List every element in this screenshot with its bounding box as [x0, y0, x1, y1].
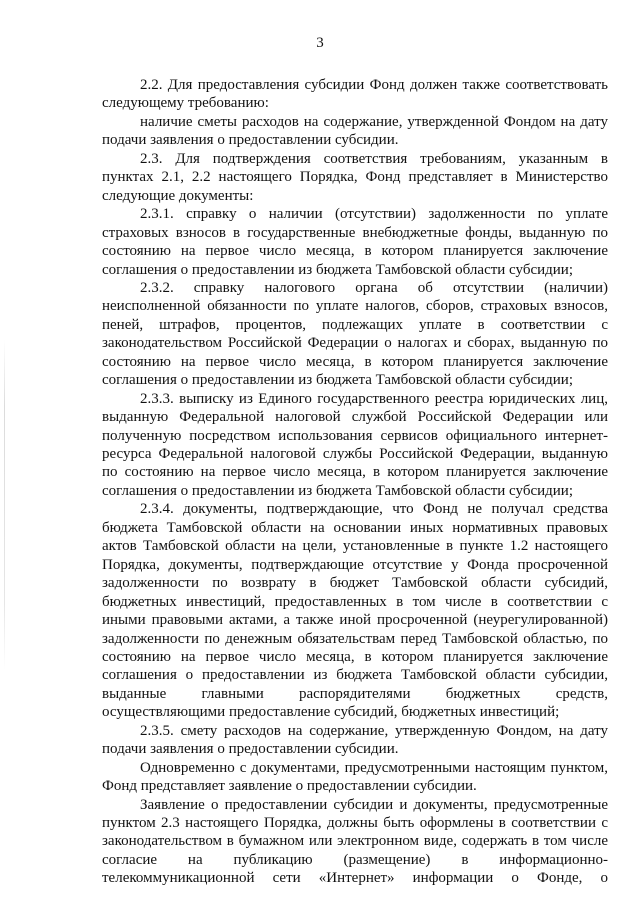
text-line: 2.3.5. смету расходов на содержание, утвержденную Фондом, на дату: [140, 722, 608, 739]
text-line: согласие на публикацию (размещение) в информационно-: [102, 851, 608, 868]
text-line: подачи заявления о предоставлении субсидии.: [102, 741, 399, 758]
text-line: иными правовыми актами, а также иной просроченной (неурегулированной): [102, 612, 608, 629]
text-line: бюджета Тамбовской области на основании иных нормативных правовых: [102, 519, 608, 536]
text-line: выданные главными распорядителями бюджетных средств,: [102, 685, 608, 702]
text-line: соглашения о предоставлении из бюджета Тамбовской области субсидии;: [102, 261, 573, 278]
text-line: Фонд представляет заявление о предоставлении субсидии.: [102, 778, 477, 795]
text-line: состоянию на первое число месяца, в котором планируется заключение: [102, 353, 608, 370]
text-line: соглашения о предоставлении из бюджета Тамбовской области субсидии;: [102, 372, 573, 389]
text-line: задолженности по денежным обязательствам перед Тамбовской областью, по: [102, 630, 608, 647]
text-line: соглашения о предоставлении из бюджета Тамбовской области субсидии,: [102, 667, 608, 684]
text-line: 2.3.2. справку налогового органа об отсутствии (наличии): [140, 279, 608, 296]
text-line: Одновременно с документами, предусмотренными настоящим пунктом,: [140, 759, 608, 776]
text-line: полученную посредством использования сервисов официального интернет-: [102, 427, 608, 444]
text-line: неисполненной обязанности по уплате налогов, сборов, страховых взносов,: [102, 298, 608, 315]
text-line: законодательством в бумажном или электронном виде, содержать в том числе: [102, 833, 608, 850]
text-line: по состоянию на первое число месяца, в котором планируется заключение: [102, 464, 608, 481]
text-line: пунктом 2.3 настоящего Порядка, должны быть оформлены в соответствии с: [102, 815, 608, 831]
text-line: подачи заявления о предоставлении субсидии.: [102, 132, 399, 149]
text-line: 2.3.4. документы, подтверждающие, что Фонд не получал средства: [140, 501, 608, 518]
text-line: телекоммуникационной сети «Интернет» информации о Фонде, о: [102, 870, 608, 887]
text-line: выданную Федеральной налоговой службой Российской Федерации или: [102, 409, 608, 426]
text-line: соглашения о предоставлении из бюджета Тамбовской области субсидии;: [102, 482, 573, 499]
text-line: законодательством Российской Федерации о налогах и сборах, выданную по: [102, 335, 608, 352]
text-line: Заявление о предоставлении субсидии и документы, предусмотренные: [140, 796, 608, 813]
text-line: бюджетных инвестиций, предоставленных в том числе в соответствии с: [102, 593, 608, 610]
text-line: 2.3. Для подтверждения соответствия требованиям, указанным в: [140, 150, 608, 167]
text-line: следующему требованию:: [102, 95, 269, 112]
scan-margin-shadow: [4, 340, 5, 670]
text-line: состоянию на первое число месяца, в котором планируется заключение: [102, 243, 608, 260]
text-line: пунктах 2.1, 2.2 настоящего Порядка, Фонд представляет в Министерство: [102, 169, 608, 186]
text-line: состоянию на первое число месяца, в котором планируется заключение: [102, 648, 608, 665]
text-line: 2.3.3. выписку из Единого государственного реестра юридических лиц,: [140, 390, 608, 407]
text-line: актов Тамбовской области на цели, установленные в пункте 1.2 настоящего: [102, 538, 608, 555]
text-line: 2.3.1. справку о наличии (отсутствии) задолженности по уплате: [140, 206, 608, 223]
text-line: ресурса Федеральной налоговой службы Российской Федерации, выданную: [102, 446, 608, 462]
text-line: задолженности по возврату в бюджет Тамбовской области субсидий,: [102, 575, 608, 592]
text-line: наличие сметы расходов на содержание, утвержденной Фондом на дату: [140, 113, 608, 130]
text-line: 2.2. Для предоставления субсидии Фонд должен также соответствовать: [140, 77, 608, 93]
text-line: пеней, штрафов, процентов, подлежащих уплате в соответствии с: [102, 316, 608, 333]
text-line: следующие документы:: [102, 187, 254, 204]
page-number: 3: [316, 35, 324, 51]
text-line: Порядка, документы, подтверждающие отсутствие у Фонда просроченной: [102, 556, 608, 573]
text-line: страховых взносов в государственные внебюджетные фонды, выданную по: [102, 224, 608, 241]
text-line: осуществляющими предоставление субсидий, бюджетных инвестиций;: [102, 704, 560, 721]
